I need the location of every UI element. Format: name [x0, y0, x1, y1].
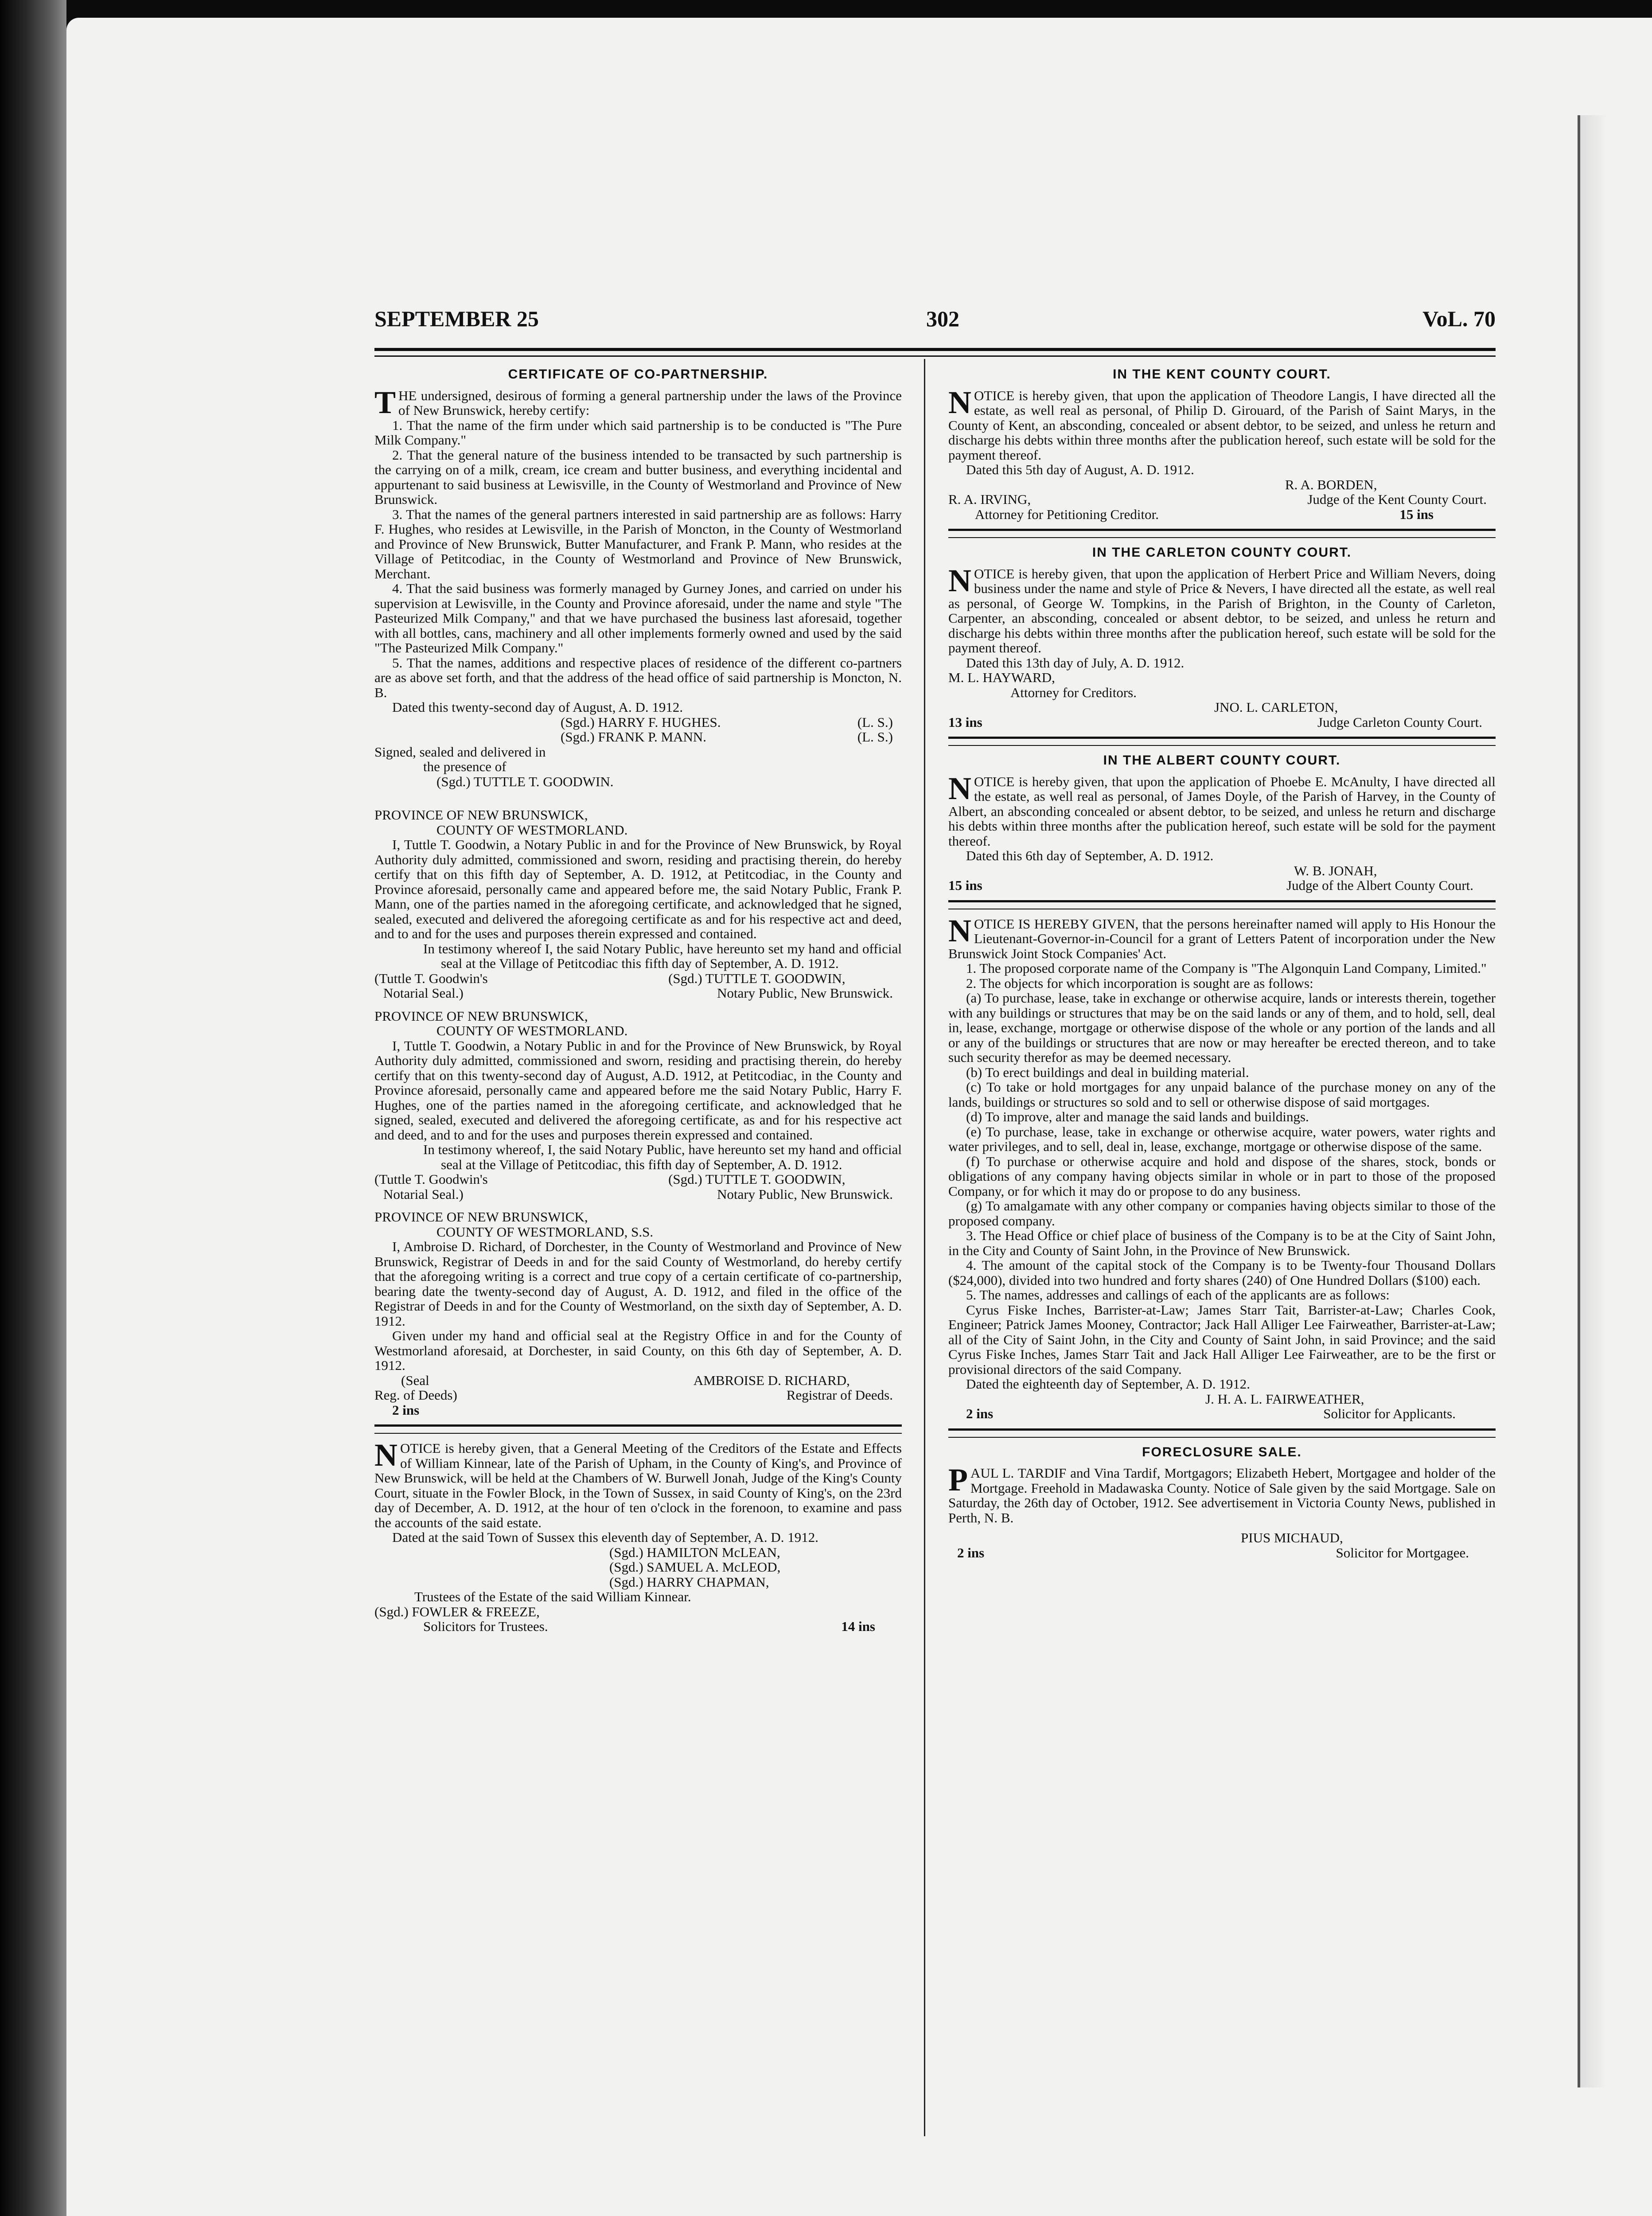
insertion-count: 2 ins — [966, 1406, 994, 1421]
solicitor-title: Solicitors for Trustees. — [423, 1619, 548, 1634]
registry-seal-line-1: (Seal — [401, 1372, 429, 1388]
kent-attorney-title: Attorney for Petitioning Creditor. — [975, 506, 1159, 522]
meeting-dated: Dated at the said Town of Sussex this eleventh day of September, A. D. 1912. — [392, 1529, 819, 1545]
carleton-court-notice — [948, 545, 1496, 730]
notarial-seal-line-2: Notarial Seal.) — [383, 1186, 464, 1202]
kent-attorney: R. A. IRVING, — [948, 492, 1031, 507]
header-page-number: 302 — [926, 306, 959, 331]
witness-signature: (Sgd.) TUTTLE T. GOODWIN. — [436, 773, 614, 789]
header-date: SEPTEMBER 25 — [374, 306, 539, 331]
mortgagee-solicitor: PIUS MICHAUD, — [1241, 1530, 1343, 1545]
province-ack-mann — [374, 808, 902, 1001]
province-heading: PROVINCE OF NEW BRUNSWICK, — [374, 1008, 588, 1024]
registrar-body: I, Ambroise D. Richard, of Dorchester, in the County of Westmorland and Province of New Brunswick, Registrar of Deeds in and for the said County of Westmorland, do hereby certify that the aforegoing writing is a correct and true copy of a certain certificate of co-partnership, bearing date the twenty-second day of August, A. D. 1912, and filed in the office of the Registrar of Deeds in and for the County of Westmorland, on the sixth day of September, A. D. 1912. — [374, 1239, 902, 1329]
albert-judge: W. B. JONAH, — [1294, 862, 1377, 878]
certificate-title: CERTIFICATE OF CO-PARTNERSHIP. — [508, 367, 768, 382]
insertion-count: 13 ins — [948, 714, 982, 730]
notarial-seal-line-1: (Tuttle T. Goodwin's — [374, 970, 488, 986]
object-a: (a) To purchase, lease, take in exchange or otherwise acquire, lands or interests therein, together with any buildings or structures that may be on the said lands or any of them, and to hold, sell, deal in, lease, exchange, mortgage or otherwise dispose of the whole or any portion of the lands and all or any of the buildings or structures that are now or may hereafter be erected thereon, and to take such security therefor as may be deemed necessary. — [948, 990, 1496, 1065]
ack-body: I, Tuttle T. Goodwin, a Notary Public in and for the Province of New Brunswick, by Royal Authority duly admitted, commissioned and sworn, residing and practising therein, do hereby certify that on this twenty-second day of August, A.D. 1912, at Petitcodiac, in the County and Province aforesaid, personally came and appeared before me the said Notary Public, Harry F. Hughes, one of the parties named in the aforegoing certificate, and acknowledged that he signed, sealed, executed and delivered the aforegoing certificate, as and for his respective act and deed, and to and for the uses and purposes therein expressed and contained. — [374, 1038, 902, 1143]
albert-court-notice — [948, 753, 1496, 893]
county-heading: COUNTY OF WESTMORLAND. — [436, 1023, 628, 1038]
carleton-attorney: M. L. HAYWARD, — [948, 670, 1055, 685]
notarial-seal-line-1: (Tuttle T. Goodwin's — [374, 1171, 488, 1187]
trustee-1: (Sgd.) HAMILTON McLEAN, — [609, 1544, 780, 1560]
section-rule — [948, 900, 1496, 909]
meeting-body: NOTICE is hereby given, that a General Meeting of the Creditors of the Estate and Effects of William Kinnear, late of the Parish of Upham, in the County of King's, and Province of New Brunswick, will be held at the Chambers of W. Burwell Jonah, Judge of the King's County Court, situate in the Fowler Block, in the Town of Sussex, in said County of King's, on the 23rd day of December, A. D. 1912, at the hour of ten o'clock in the forenoon, to examine and pass the accounts of the said estate. — [374, 1437, 902, 1530]
signature-hughes: (Sgd.) HARRY F. HUGHES. (L. S.) — [561, 714, 893, 730]
page-edge — [1578, 115, 1607, 2087]
presence-line: the presence of — [423, 759, 507, 774]
province-registrar — [374, 1209, 902, 1417]
creditors-meeting-notice — [374, 1437, 902, 1634]
ack-testimony: In testimony whereof, I, the said Notary Public, have hereunto set my hand and official seal at the Village of Petitcodiac, this fifth day of September, A. D. 1912. — [423, 1142, 902, 1172]
certificate-intro: THE undersigned, desirous of forming a general partnership under the laws of the Province of New Brunswick, hereby certify: — [374, 384, 902, 420]
column-divider — [924, 359, 925, 2136]
kent-court-notice — [948, 367, 1496, 522]
insertion-count: 2 ins — [392, 1402, 420, 1418]
kent-attorney-row — [948, 492, 1496, 507]
incorporation-para-5: 5. The names, addresses and callings of each of the applicants are as follows: — [966, 1287, 1390, 1303]
notarial-seal-line-2: Notarial Seal.) — [383, 985, 464, 1001]
left-column — [374, 363, 902, 1634]
mortgagee-solicitor-title: Solicitor for Mortgagee. — [1336, 1545, 1469, 1561]
solicitor-title-row — [374, 1619, 902, 1634]
ack-testimony: In testimony whereof I, the said Notary Public, have hereunto set my hand and official seal at the Village of Petitcodiac this fifth day of September, A. D. 1912. — [423, 940, 902, 971]
object-b: (b) To erect buildings and deal in building material. — [966, 1064, 1249, 1080]
albert-judge-title: Judge of the Albert County Court. — [1286, 878, 1473, 893]
carleton-judge-title: Judge Carleton County Court. — [1317, 714, 1482, 730]
book-binding — [0, 0, 66, 2216]
certificate-dated: Dated this twenty-second day of August, A. D. 1912. — [392, 699, 683, 715]
certificate-para-5: 5. That the names, additions and respective places of residence of the different co-partners are as above set forth, and that the address of the head office of said partnership is Moncton, N. B. — [374, 655, 902, 700]
object-g: (g) To amalgamate with any other company or companies having objects similar to those of the proposed company. — [948, 1198, 1496, 1229]
certificate-para-2: 2. That the general nature of the business intended to be transacted by such partnership is the carrying on of a milk, cream, ice cream and butter business, and everything incidental and appurtenant to said business at Lewisville, in the County of Westmorland and Province of New Brunswick. — [374, 447, 902, 507]
carleton-body: NOTICE is hereby given, that upon the application of Herbert Price and William Nevers, doing business under the name and style of Price & Nevers, I have directed all the estate, as well real as personal, of George W. Tompkins, in the Parish of Brighton, in the County of Carleton, Carpenter, an absconding, concealed or absent debtor, to be seized, and unless he return and discharge his debts within three months after the publication hereof, such estate will be sold for the payment thereof. — [948, 562, 1496, 655]
applicant-names: Cyrus Fiske Inches, Barrister-at-Law; James Starr Tait, Barrister-at-Law; Charles Cook, Engineer; Patrick James Mooney, Contractor; Jack Hall Alliger Lee Fairweather, Barrister-at-Law; all of the City of Saint John, in the City and County of Saint John, in said Province; and the said Cyrus Fiske Inches, James Starr Tait and Jack Hall Alliger Lee Fairweather, are to be the first or provisional directors of the said Company. — [948, 1302, 1496, 1377]
ack-body: I, Tuttle T. Goodwin, a Notary Public in and for the Province of New Brunswick, by Royal Authority duly admitted, commissioned and sworn, residing and practising therein, do hereby certify that on this fifth day of September, A. D. 1912, at Petitcodiac, in the County and Province aforesaid, personally came and appeared before me, the said Notary Public, Frank P. Mann, one of the parties named in the aforegoing certificate, and acknowledged that he signed, sealed, executed and delivered the aforegoing certificate as and for his respective act and deed, and to and for the uses and purposes therein expressed and contained. — [374, 837, 902, 941]
kent-judge: R. A. BORDEN, — [1285, 476, 1377, 492]
incorporation-para-2: 2. The objects for which incorporation is sought are as follows: — [966, 975, 1313, 991]
incorporation-notice — [948, 913, 1496, 1421]
province-heading: PROVINCE OF NEW BRUNSWICK, — [374, 807, 588, 823]
registry-seal-line-2: Reg. of Deeds) — [374, 1387, 457, 1403]
certificate-notice — [374, 367, 902, 789]
albert-judge-row — [948, 878, 1496, 893]
trustee-3: (Sgd.) HARRY CHAPMAN, — [609, 1574, 769, 1590]
certificate-para-4: 4. That the said business was formerly managed by Gurney Jones, and carried on under his supervision at Lewisville, in the County and Province aforesaid, under the name and style "The Pasteurized Milk Company," and that we have purchased the business last aforesaid, together with all bottles, cans, machinery and all other implements formerly owned and used by the said "The Pasteurized Milk Company." — [374, 581, 902, 655]
insertion-count: 15 ins — [1399, 506, 1434, 522]
carleton-judge: JNO. L. CARLETON, — [1214, 699, 1338, 715]
foreclosure-body: PAUL L. TARDIF and Vina Tardif, Mortgagors; Elizabeth Hebert, Mortgagee and holder of the Mortgage. Freehold in Madawaska County. Notice of Sale given by the said Mortgage. Sale on Saturday, the 26th day of October, 1912. See advertisement in Victoria County News, published in Perth, N. B. — [948, 1462, 1496, 1525]
mortgagee-solicitor-row — [948, 1545, 1496, 1561]
section-rule — [374, 1424, 902, 1434]
foreclosure-title: FORECLOSURE SALE. — [1142, 1444, 1302, 1459]
kent-attorney-title-row — [948, 507, 1496, 522]
albert-dated: Dated this 6th day of September, A. D. 1912. — [966, 848, 1214, 863]
signature-mann: (Sgd.) FRANK P. MANN. (L. S.) — [561, 729, 893, 745]
registrar-given: Given under my hand and official seal at the Registry Office in and for the County of Westmorland aforesaid, at Dorchester, in said County, on this 6th day of September, A. D. 1912. — [374, 1328, 902, 1373]
signed-line: Signed, sealed and delivered in — [374, 744, 546, 760]
carleton-judge-row — [948, 715, 1496, 730]
province-heading: PROVINCE OF NEW BRUNSWICK, — [374, 1209, 588, 1225]
albert-body: NOTICE is hereby given, that upon the application of Phoebe E. McAnulty, I have directed all the estate, as well real as personal, of James Doyle, of the Parish of Harvey, in the County of Albert, an absconding concealed or absent debtor, to be seized, and unless he return and discharge his debts within three months after the publication hereof, such estate will be sold for the payment thereof. — [948, 770, 1496, 849]
carleton-dated: Dated this 13th day of July, A. D. 1912. — [966, 655, 1184, 671]
section-rule — [948, 529, 1496, 538]
albert-title: IN THE ALBERT COUNTY COURT. — [1103, 753, 1341, 768]
insertion-count: 15 ins — [948, 878, 982, 893]
incorporation-para-4: 4. The amount of the capital stock of the Company is to be Twenty-four Thousand Dollars ($24,000), divided into two hundred and forty shares (240) of One Hundred Dollars ($100) each. — [948, 1257, 1496, 1288]
registrar-signature-block — [374, 1373, 902, 1418]
header-rule — [374, 348, 1496, 357]
object-e: (e) To purchase, lease, take in exchange or otherwise acquire, water powers, water rights and water privileges, and to sell, deal in, lease, exchange, mortgage or otherwise dispose of the same. — [948, 1124, 1496, 1154]
trustees-line: Trustees of the Estate of the said William Kinnear. — [414, 1589, 691, 1604]
incorporation-para-1: 1. The proposed corporate name of the Company is "The Algonquin Land Company, Limited." — [966, 960, 1487, 976]
carleton-attorney-title: Attorney for Creditors. — [1010, 684, 1137, 700]
header-volume: VoL. 70 — [1422, 306, 1496, 331]
object-f: (f) To purchase or otherwise acquire and hold and dispose of the shares, stock, bonds or obligations of any company having objects similar in whole or in part to those of the proposed Company, or for which it may do or propose to do any business. — [948, 1153, 1496, 1199]
notary-title: Notary Public, New Brunswick. — [717, 1186, 893, 1202]
kent-title: IN THE KENT COUNTY COURT. — [1113, 367, 1331, 382]
notary-name: (Sgd.) TUTTLE T. GOODWIN, — [668, 1171, 845, 1187]
solicitor-name: (Sgd.) FOWLER & FREEZE, — [374, 1603, 540, 1619]
foreclosure-notice — [948, 1445, 1496, 1561]
incorporation-para-3: 3. The Head Office or chief place of business of the Company is to be at the City of Saint John, in the City and County of Saint John, in the Province of New Brunswick. — [948, 1228, 1496, 1258]
trustee-2: (Sgd.) SAMUEL A. McLEOD, — [609, 1559, 781, 1575]
insertion-count: 14 ins — [841, 1619, 875, 1634]
notary-signature-block — [374, 971, 902, 1001]
kent-dated: Dated this 5th day of August, A. D. 1912. — [966, 462, 1194, 477]
insertion-count: 2 ins — [957, 1545, 985, 1561]
registrar-title: Registrar of Deeds. — [786, 1387, 893, 1403]
section-rule — [948, 1428, 1496, 1438]
notary-name: (Sgd.) TUTTLE T. GOODWIN, — [668, 970, 845, 986]
certificate-para-3: 3. That the names of the general partners interested in said partnership are as follows: Harry F. Hughes, who resides at Lewisville, in the Parish of Moncton, in the County of Westmorland and Province of New Brunswick, Butter Manufacturer, and Frank P. Mann, who resides at the Village of Petitcodiac, in the County of Westmorland and Province of New Brunswick, Merchant. — [374, 506, 902, 581]
object-c: (c) To take or hold mortgages for any unpaid balance of the purchase money on any of the lands, buildings or structures so sold and to sell or otherwise dispose of said mortgages. — [948, 1079, 1496, 1110]
applicants-solicitor-row — [948, 1406, 1496, 1421]
page-header — [374, 301, 1496, 341]
applicants-solicitor: J. H. A. L. FAIRWEATHER, — [1205, 1391, 1364, 1407]
notary-title: Notary Public, New Brunswick. — [717, 985, 893, 1001]
county-heading: COUNTY OF WESTMORLAND. — [436, 822, 628, 838]
right-column — [948, 363, 1496, 1560]
registrar-name: AMBROISE D. RICHARD, — [693, 1372, 850, 1388]
carleton-title: IN THE CARLETON COUNTY COURT. — [1092, 545, 1352, 560]
incorporation-dated: Dated the eighteenth day of September, A. D. 1912. — [966, 1376, 1250, 1392]
section-rule — [948, 737, 1496, 746]
notary-signature-block — [374, 1172, 902, 1202]
certificate-para-1: 1. That the name of the firm under which said partnership is to be conducted is "The Pure Milk Company." — [374, 417, 902, 448]
kent-judge-title: Judge of the Kent County Court. — [1307, 492, 1487, 507]
province-ack-hughes — [374, 1009, 902, 1202]
kent-body: NOTICE is hereby given, that upon the application of Theodore Langis, I have directed all the estate, as well real as personal, of Philip D. Girouard, of the Parish of Saint Marys, in the County of Kent, an absconding, concealed or absent debtor, to be seized, and unless he return and discharge his debts within three months after the publication hereof, such estate will be sold for the payment thereof. — [948, 384, 1496, 463]
applicants-solicitor-title: Solicitor for Applicants. — [1323, 1406, 1456, 1421]
page-content — [374, 301, 1496, 2136]
object-d: (d) To improve, alter and manage the said lands and buildings. — [966, 1109, 1309, 1124]
incorporation-intro: NOTICE IS HEREBY GIVEN, that the persons hereinafter named will apply to His Honour the Lieutenant-Governor-in-Council for a grant of Letters Patent of incorporation under the New Brunswick Joint Stock Companies' Act. — [948, 913, 1496, 961]
county-heading: COUNTY OF WESTMORLAND, S.S. — [436, 1224, 654, 1240]
